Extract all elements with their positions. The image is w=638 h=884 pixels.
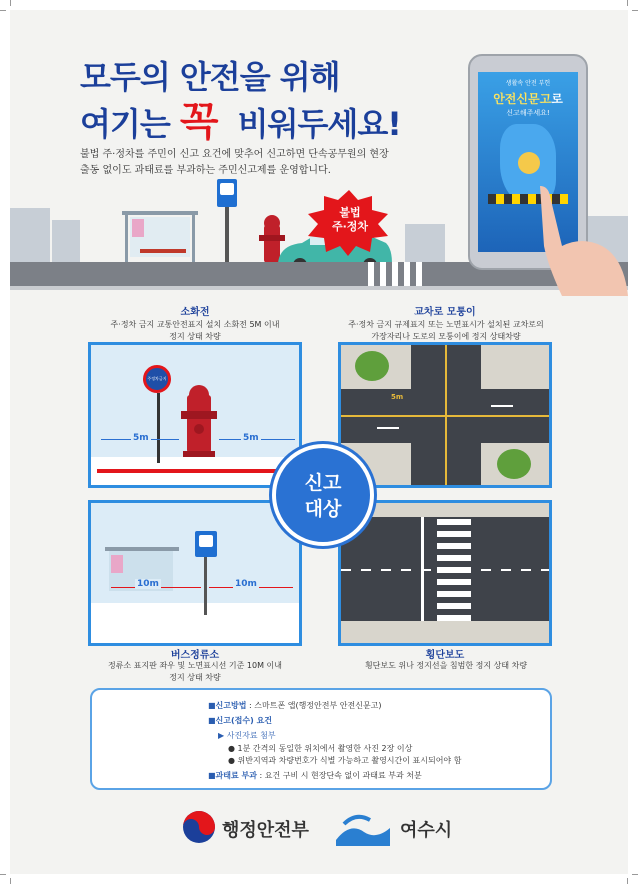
crosswalk-sidewalk-bottom	[341, 621, 549, 643]
bus-dim-left: 10m	[137, 579, 159, 589]
corner-centerline-v	[445, 345, 447, 485]
phone-app-title	[478, 90, 578, 107]
corner-panel	[338, 342, 552, 488]
corner-desc-line1: 주·정차 금지 규제표지 또는 노면표시가 설치된 교차로의	[348, 320, 544, 329]
phone-small-top: 생활속 안전 부헌	[505, 80, 551, 87]
headline-line2	[80, 90, 401, 147]
bus-title: 버스정류소	[170, 650, 220, 661]
phone-app-title-a: 안전신문고	[493, 92, 552, 106]
bus-panel	[88, 500, 302, 646]
phone-app-title-b: 로	[551, 92, 563, 106]
report-target-line1: 신고	[304, 472, 342, 494]
info-box	[90, 688, 552, 790]
crop-mark-tr-v	[627, 0, 628, 6]
hydrant-panel	[88, 342, 302, 488]
bus-desc	[80, 660, 310, 684]
hydrant-desc-line1: 주·정차 금지 교통안전표지 설치 소화전 5M 이내	[110, 320, 280, 329]
hydrant-title: 소화전	[180, 307, 210, 318]
bus-sign-glyph	[199, 535, 213, 547]
hydrant-red-line	[97, 469, 293, 473]
info-method	[208, 700, 382, 711]
headline-line2-pre: 여기는	[80, 105, 170, 143]
top-crosswalk	[368, 262, 424, 286]
sign-pole	[157, 393, 160, 463]
crop-mark-br-h	[632, 874, 638, 875]
corner-tree-br	[497, 449, 531, 479]
bus-desc-line1: 정류소 표지판 좌우 및 노면표시선 기준 10M 이내	[108, 661, 282, 670]
illegal-badge-text	[322, 206, 378, 234]
ministry-name: 행정안전부	[222, 820, 309, 841]
headline-line2-post: 비워두세요!	[237, 105, 401, 143]
headline-emphasis: 꼭	[179, 99, 218, 145]
crosswalk-title: 횡단보도	[425, 650, 465, 661]
poster	[10, 10, 628, 874]
hydrant-dim-left: 5m	[133, 433, 149, 443]
info-method-value: : 스마트폰 앱(행정안전부 안전신문고)	[249, 701, 382, 710]
info-photo: ▶ 사진자료 첨부	[218, 731, 276, 740]
info-fine-value: : 요건 구비 시 현장단속 없이 과태료 부과 처분	[259, 771, 422, 780]
phone-app-sub: 신고해주세요!	[506, 109, 550, 117]
corner-block-tr	[481, 345, 549, 389]
crop-mark-tl-h	[0, 10, 6, 11]
bus-sign-pole	[204, 557, 207, 615]
city-emblem-icon	[334, 810, 392, 846]
crosswalk-laneline	[341, 569, 549, 571]
info-fine-label: ■과태료 부과	[208, 771, 257, 780]
illegal-badge-line1: 불법	[339, 206, 361, 219]
pointing-hand-icon	[532, 186, 628, 296]
corner-tree-tl	[355, 351, 389, 381]
corner-title: 교차로 모퉁이	[414, 307, 476, 318]
bus-desc-line2: 정지 상태 차량	[169, 673, 221, 682]
crosswalk-panel	[338, 500, 552, 646]
info-method-label: ■신고방법	[208, 701, 247, 710]
hydrant-desc	[80, 319, 310, 343]
crosswalk-desc	[328, 660, 564, 672]
crop-mark-bl-v	[10, 878, 11, 884]
info-req	[208, 715, 272, 726]
headline-line1: 모두의 안전을 위해	[80, 58, 340, 96]
corner-desc-line2: 가장자리나 도로의 모퉁이에 정지 상태차량	[371, 332, 521, 341]
phone-worker-icon	[518, 152, 540, 174]
fire-hydrant-icon	[179, 385, 219, 459]
corner-dim: 5m	[391, 393, 404, 401]
illegal-badge-line2: 주·정차	[331, 220, 369, 233]
crosswalk-desc-line1: 횡단보도 위나 정지선을 침범한 정지 상태 차량	[364, 661, 528, 670]
crop-mark-tl-v	[10, 0, 11, 6]
report-target-line2: 대상	[304, 498, 342, 520]
bus-ground	[91, 603, 299, 643]
bus-sign-icon	[195, 531, 217, 557]
info-bullet1: ● 1분 간격의 동일한 위치에서 촬영한 사진 2장 이상	[228, 744, 413, 753]
corner-desc	[328, 319, 564, 343]
hydrant-desc-line2: 정지 상태 차량	[169, 332, 221, 341]
info-bullet2: ● 위반지역과 차량번호가 식별 가능하고 촬영시간이 표시되어야 함	[228, 756, 462, 765]
corner-arrow-right	[377, 427, 399, 429]
corner-arrow-left	[491, 405, 513, 407]
no-parking-sign-text: 주정차금지	[147, 376, 167, 381]
crop-mark-bl-h	[0, 874, 6, 875]
info-req-label: ■신고(접수) 요건	[208, 716, 273, 725]
info-fine	[208, 770, 422, 781]
bus-shelter-poster	[111, 555, 123, 573]
report-target-badge	[272, 444, 374, 546]
crop-mark-br-v	[627, 878, 628, 884]
intro-text: 불법 주·정차를 주민이 신고 요건에 맞추어 신고하면 단속공무원의 현장 출동 없이도 과태료를 부과하는 주민신고제를 운영합니다.	[80, 149, 389, 176]
bus-dim-right: 10m	[235, 579, 257, 589]
ministry-emblem-icon	[182, 810, 216, 844]
hydrant-dim-right: 5m	[243, 433, 259, 443]
no-parking-sign-icon	[143, 365, 171, 393]
crop-mark-tr-h	[632, 10, 638, 11]
city-name: 여수시	[400, 820, 453, 841]
